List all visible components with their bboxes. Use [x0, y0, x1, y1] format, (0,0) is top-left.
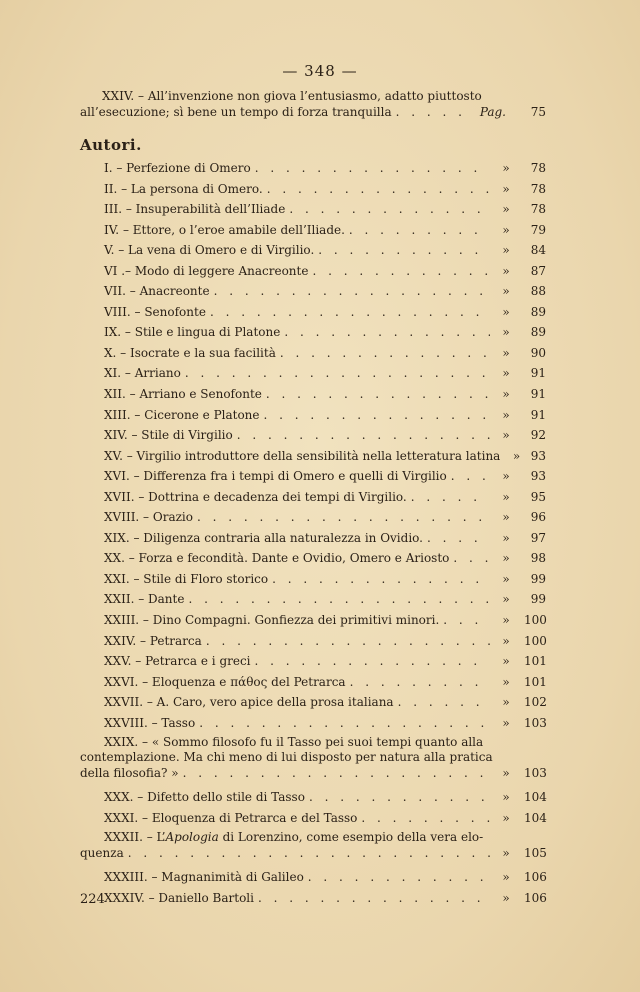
toc-entry-page: 101	[524, 654, 547, 669]
leader-dots	[346, 672, 490, 692]
toc-entry-title: XIX. – Diligenza contraria alla naturalezza in Ovidio.	[104, 530, 423, 545]
leader-dots	[439, 610, 490, 630]
intro-line-1: XXIV. – All’invenzione non giova l’entusiasmo, adatto piuttosto	[102, 89, 482, 103]
leader-dots	[206, 302, 490, 322]
toc-entry-title: XV. – Virgilio introduttore della sensibilità nella letteratura latina	[104, 448, 501, 463]
toc-entry-page: 99	[530, 592, 546, 607]
toc-entry	[80, 787, 546, 808]
toc-entry-row	[80, 384, 546, 404]
toc-entry-title: XVI. – Differenza fra i tempi di Omero e quelli di Virgilio	[104, 469, 447, 484]
toc-entry-row	[80, 281, 546, 301]
entry-32-italic: Apologia	[165, 830, 219, 845]
toc-entry-page: 95	[530, 489, 546, 504]
guillemet: »	[502, 592, 510, 607]
toc-entry-page: 78	[530, 161, 546, 175]
toc-entry-title: XXV. – Petrarca e i greci	[104, 654, 251, 669]
toc-entry-page: 92	[530, 428, 546, 443]
toc-entry	[80, 692, 546, 713]
toc-entry-title: XXVI. – Eloquenza e πάθος del Petrarca	[104, 674, 346, 689]
toc-entry-title: XXXIII. – Magnanimità di Galileo	[104, 870, 304, 885]
toc-entry-row	[80, 808, 546, 828]
guillemet: »	[512, 448, 521, 463]
toc-entry	[80, 199, 546, 220]
toc-list-c	[80, 867, 546, 908]
guillemet: »	[502, 613, 510, 628]
toc-entry-row	[80, 261, 546, 281]
leader-dots	[304, 867, 490, 887]
toc-entry-row	[80, 651, 546, 671]
toc-entry-page: 102	[524, 695, 547, 710]
toc-entry-row	[80, 343, 546, 363]
toc-entry-row	[80, 302, 546, 322]
toc-entry-row	[80, 240, 546, 260]
toc-entry-title: XX. – Forza e fecondità. Dante e Ovidio, Omero e Ariosto	[104, 551, 450, 566]
page-footer-number: 224	[80, 892, 105, 907]
leader-dots	[392, 104, 474, 120]
toc-entry-title: III. – Insuperabilità dell’Iliade	[104, 202, 286, 217]
leader-dots	[233, 425, 490, 445]
toc-entry	[80, 179, 546, 200]
toc-entry-title: XXII. – Dante	[104, 592, 185, 607]
leader-dots	[500, 446, 504, 466]
toc-entry-page: 100	[524, 633, 547, 648]
toc-entry-row	[80, 220, 546, 240]
toc-entry-row	[80, 867, 546, 887]
toc-entry-row	[80, 487, 546, 507]
toc-entry-row	[80, 589, 546, 609]
toc-entry-title: XXXI. – Eloquenza di Petrarca e del Tasso	[104, 810, 358, 825]
toc-entry	[80, 220, 546, 241]
leader-dots	[280, 322, 490, 342]
toc-entry-multiline	[80, 735, 546, 787]
toc-entry	[80, 343, 546, 364]
toc-entry-row	[80, 888, 546, 908]
guillemet: »	[502, 407, 510, 422]
guillemet: »	[502, 366, 510, 381]
entry-32-post: di Lorenzino, come esempio della vera elo-	[218, 830, 484, 845]
toc-entry-page: 104	[524, 790, 547, 805]
toc-entry-multiline	[80, 830, 546, 867]
toc-entry-title: IV. – Ettore, o l’eroe amabile dell’Iliade.	[104, 222, 345, 237]
intro-entry	[80, 88, 546, 120]
toc-entry-page: 89	[530, 325, 546, 340]
entry-29-line-1: XXIX. – « Sommo filosofo fu il Tasso pei suoi tempi quanto alla	[104, 735, 484, 750]
pag-label: Pag.	[479, 105, 506, 119]
guillemet: »	[502, 161, 510, 175]
toc-entry	[80, 405, 546, 426]
toc-list-a	[80, 158, 546, 733]
toc-entry-page: 96	[530, 510, 546, 525]
toc-entry-page: 106	[524, 870, 547, 885]
leader-dots	[263, 179, 490, 199]
toc-entry	[80, 548, 546, 569]
toc-entry-page: 98	[530, 551, 546, 566]
leader-dots	[407, 487, 490, 507]
entry-29-page: 103	[524, 766, 547, 781]
guillemet: »	[502, 387, 510, 402]
guillemet: »	[502, 695, 510, 710]
toc-entry	[80, 507, 546, 528]
leader-dots	[251, 651, 490, 671]
guillemet: »	[502, 810, 510, 825]
toc-entry-title: IX. – Stile e lingua di Platone	[104, 325, 281, 340]
toc-entry-title: XXXIV. – Daniello Bartoli	[104, 890, 254, 905]
guillemet: »	[502, 489, 510, 504]
leader-dots	[202, 631, 490, 651]
leader-dots	[268, 569, 490, 589]
toc-entry-row	[80, 158, 546, 178]
toc-entry-row	[80, 322, 546, 342]
toc-entry-row	[80, 466, 546, 486]
leader-dots	[447, 466, 490, 486]
toc-entry-page: 91	[530, 387, 546, 402]
toc-entry-page: 103	[524, 715, 547, 730]
toc-entry-title: VI .– Modo di leggere Anacreonte	[104, 263, 309, 278]
guillemet: »	[502, 571, 510, 586]
toc-entry-row	[80, 692, 546, 712]
leader-dots	[423, 528, 490, 548]
toc-entry-title: X. – Isocrate e la sua facilità	[104, 345, 276, 360]
leader-dots	[285, 199, 490, 219]
toc-entry-title: V. – La vena di Omero e di Virgilio.	[104, 243, 315, 258]
guillemet: »	[502, 633, 510, 648]
toc-entry-page: 97	[530, 530, 546, 545]
toc-entry-row	[80, 363, 546, 383]
toc-entry-row	[80, 631, 546, 651]
toc-entry-page: 93	[530, 469, 546, 484]
toc-entry	[80, 631, 546, 652]
toc-entry	[80, 425, 546, 446]
toc-entry	[80, 384, 546, 405]
guillemet: »	[502, 469, 510, 484]
toc-entry	[80, 261, 546, 282]
leader-dots	[305, 787, 490, 807]
intro-line-2	[80, 104, 546, 120]
toc-entry	[80, 158, 546, 179]
entry-29-line-3-text: della filosofia? »	[80, 766, 179, 781]
toc-entry-title: VII. – Anacreonte	[104, 284, 210, 299]
toc-entry-page: 89	[530, 304, 546, 319]
toc-entry-row	[80, 446, 546, 466]
leader-dots	[251, 158, 490, 178]
guillemet: »	[502, 715, 510, 730]
guillemet: »	[502, 510, 510, 525]
toc-entry-page: 87	[530, 263, 546, 278]
toc-entry-title: XI. – Arriano	[104, 366, 181, 381]
toc-entry-page: 100	[524, 613, 547, 628]
leader-dots	[357, 808, 490, 828]
toc-entry-row	[80, 179, 546, 199]
toc-entry	[80, 446, 546, 467]
toc-entry	[80, 672, 546, 693]
toc-entry-title: XXVIII. – Tasso	[104, 715, 196, 730]
toc-entry-page: 78	[530, 181, 546, 196]
leader-dots	[184, 589, 490, 609]
toc-entry-title: I. – Perfezione di Omero	[104, 161, 251, 175]
toc-entry	[80, 528, 546, 549]
guillemet: »	[502, 654, 510, 669]
toc-entry	[80, 466, 546, 487]
leader-dots	[179, 765, 490, 781]
leader-dots	[195, 713, 490, 733]
guillemet: »	[502, 263, 510, 278]
toc-entry-row	[80, 610, 546, 630]
leader-dots	[276, 343, 490, 363]
guillemet: »	[502, 304, 510, 319]
toc-entry-page: 99	[530, 571, 546, 586]
guillemet: »	[502, 345, 510, 360]
leader-dots	[314, 240, 490, 260]
guillemet: »	[502, 428, 510, 443]
guillemet: »	[502, 325, 510, 340]
toc-entry-page: 88	[530, 284, 546, 299]
guillemet: »	[502, 181, 510, 196]
toc-entry	[80, 569, 546, 590]
toc-entry-page: 84	[530, 243, 546, 258]
entry-32-line-2	[80, 845, 546, 867]
guillemet: »	[502, 530, 510, 545]
guillemet: »	[502, 551, 510, 566]
leader-dots	[394, 692, 490, 712]
toc-entry	[80, 589, 546, 610]
leader-dots	[345, 220, 490, 240]
leader-dots	[449, 548, 490, 568]
toc-entry-title: XXI. – Stile di Floro storico	[104, 571, 269, 586]
guillemet: »	[502, 870, 510, 885]
toc-entry-title: XIII. – Cicerone e Platone	[104, 407, 260, 422]
toc-entry-page: 93	[530, 448, 546, 463]
toc-entry-title: II. – La persona di Omero.	[104, 181, 263, 196]
guillemet: »	[502, 284, 510, 299]
toc-entry-row	[80, 528, 546, 548]
toc-entry	[80, 867, 546, 888]
guillemet: »	[502, 790, 510, 805]
toc-entry	[80, 808, 546, 829]
toc-entry-title: XVII. – Dottrina e decadenza dei tempi di Virgilio.	[104, 489, 407, 504]
guillemet: »	[502, 674, 510, 689]
toc-entry-page: 106	[524, 890, 547, 905]
guillemet: »	[502, 202, 510, 217]
page-header-number: — 348 —	[282, 62, 358, 80]
toc-entry-page: 90	[530, 345, 546, 360]
leader-dots	[262, 384, 490, 404]
toc-entry-title: XXX. – Difetto dello stile di Tasso	[104, 790, 305, 805]
toc-entry-title: XIV. – Stile di Virgilio	[104, 428, 233, 443]
toc-entry-row	[80, 672, 546, 692]
toc-entry-page: 91	[530, 366, 546, 381]
table-of-contents	[80, 158, 546, 909]
leader-dots	[260, 405, 490, 425]
toc-entry-page: 91	[530, 407, 546, 422]
entry-32-page: 105	[524, 846, 547, 861]
toc-entry-title: XII. – Arriano e Senofonte	[104, 387, 262, 402]
toc-entry	[80, 610, 546, 631]
leader-dots	[254, 888, 490, 908]
toc-list-b	[80, 787, 546, 828]
toc-entry	[80, 651, 546, 672]
leader-dots	[210, 281, 490, 301]
toc-entry-title: XVIII. – Orazio	[104, 510, 193, 525]
toc-entry	[80, 281, 546, 302]
toc-entry-page: 79	[530, 222, 546, 237]
entry-32-line-1	[80, 830, 546, 845]
toc-entry-page: 104	[524, 810, 547, 825]
toc-entry-row	[80, 405, 546, 425]
toc-entry	[80, 240, 546, 261]
toc-entry-row	[80, 569, 546, 589]
leader-dots	[181, 363, 490, 383]
toc-entry-row	[80, 713, 546, 733]
leader-dots	[124, 845, 490, 861]
entry-29-line-3	[80, 765, 546, 787]
toc-entry-row	[80, 425, 546, 445]
toc-entry-row	[80, 507, 546, 527]
toc-entry	[80, 322, 546, 343]
toc-entry	[80, 302, 546, 323]
toc-entry	[80, 713, 546, 734]
section-title: Autori.	[80, 136, 142, 154]
entry-32-line-2-text: quenza	[80, 846, 124, 861]
guillemet: »	[502, 766, 510, 781]
toc-entry-title: XXVII. – A. Caro, vero apice della prosa italiana	[104, 695, 394, 710]
entry-29-line-2: contemplazione. Ma chi meno di lui disposto per natura alla pratica	[80, 750, 493, 765]
toc-entry-row	[80, 548, 546, 568]
intro-line-2-text: all’esecuzione; sì bene un tempo di forza tranquilla	[80, 105, 392, 119]
toc-entry-title: XXIII. – Dino Compagni. Gonfiezza dei primitivi minori.	[104, 613, 440, 628]
intro-page: 75	[530, 105, 546, 119]
toc-entry-title: XXIV. – Petrarca	[104, 633, 202, 648]
toc-entry-page: 101	[524, 674, 547, 689]
toc-entry	[80, 888, 546, 909]
guillemet: »	[502, 890, 510, 905]
guillemet: »	[502, 222, 510, 237]
entry-32-pre: XXXII. – L’	[104, 830, 166, 845]
toc-entry-page: 78	[530, 202, 546, 217]
guillemet: »	[502, 846, 510, 861]
toc-entry	[80, 487, 546, 508]
guillemet: »	[502, 243, 510, 258]
leader-dots	[193, 507, 490, 527]
toc-entry	[80, 363, 546, 384]
leader-dots	[308, 261, 490, 281]
toc-entry-row	[80, 199, 546, 219]
toc-entry-row	[80, 787, 546, 807]
toc-entry-title: VIII. – Senofonte	[104, 304, 206, 319]
